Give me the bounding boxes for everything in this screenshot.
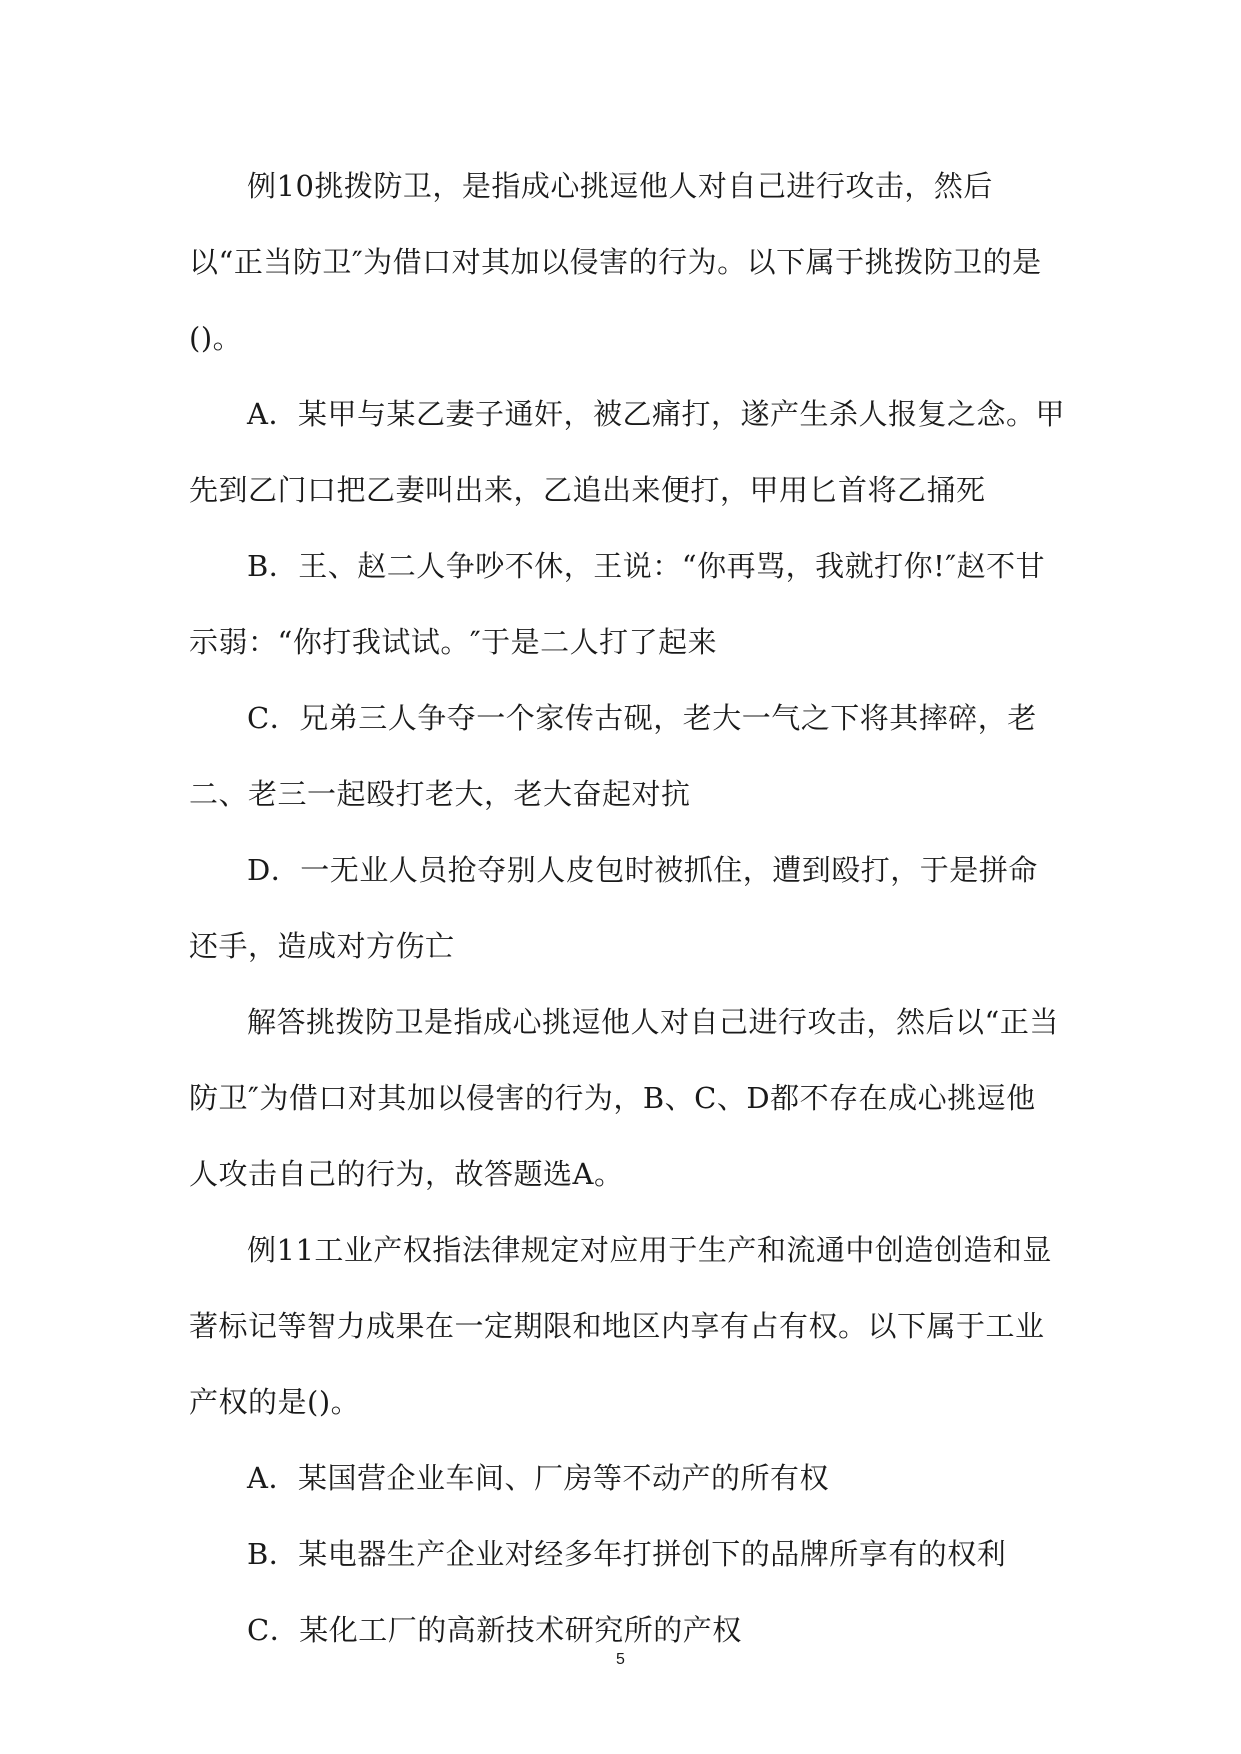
paragraph-example-11-option-c: C．某化工厂的高新技术研究所的产权: [247, 1613, 742, 1647]
paragraph-example-10-option-b: B．王、赵二人争吵不休，王说：“你再骂，我就打你!″赵不甘示弱：“你打我试试。″于是二人打了起来: [189, 549, 1046, 659]
paragraph-example-10-option-c: C．兄弟三人争夺一个家传古砚，老大一气之下将其摔碎，老二、老三一起殴打老大，老大奋起对抗: [189, 701, 1037, 811]
document-body: [189, 148, 1065, 1668]
paragraph-example-11-option-b: B．某电器生产企业对经多年打拼创下的品牌所享有的权利: [247, 1537, 1007, 1571]
paragraph-example-10-option-a: A．某甲与某乙妻子通奸，被乙痛打，遂产生杀人报复之念。甲先到乙门口把乙妻叫出来，乙追出来便打，甲用匕首将乙捅死: [189, 397, 1065, 507]
paragraph-example-10-answer: 解答挑拨防卫是指成心挑逗他人对自己进行攻击，然后以“正当防卫″为借口对其加以侵害的行为，B、C、D都不存在成心挑逗他人攻击自己的行为，故答题选A。: [189, 1005, 1059, 1191]
paragraph-example-10-option-d: D．一无业人员抢夺别人皮包时被抓住，遭到殴打，于是拼命还手，造成对方伤亡: [189, 853, 1038, 963]
page-number: 5: [616, 1651, 625, 1668]
paragraph-example-10-question: 例10挑拨防卫，是指成心挑逗他人对自己进行攻击，然后以“正当防卫″为借口对其加以侵害的行为。以下属于挑拨防卫的是()。: [189, 169, 1042, 355]
paragraph-example-11-question: 例11工业产权指法律规定对应用于生产和流通中创造创造和显著标记等智力成果在一定期限和地区内享有占有权。以下属于工业产权的是()。: [189, 1233, 1052, 1419]
paragraph-example-11-option-a: A．某国营企业车间、厂房等不动产的所有权: [247, 1461, 829, 1495]
